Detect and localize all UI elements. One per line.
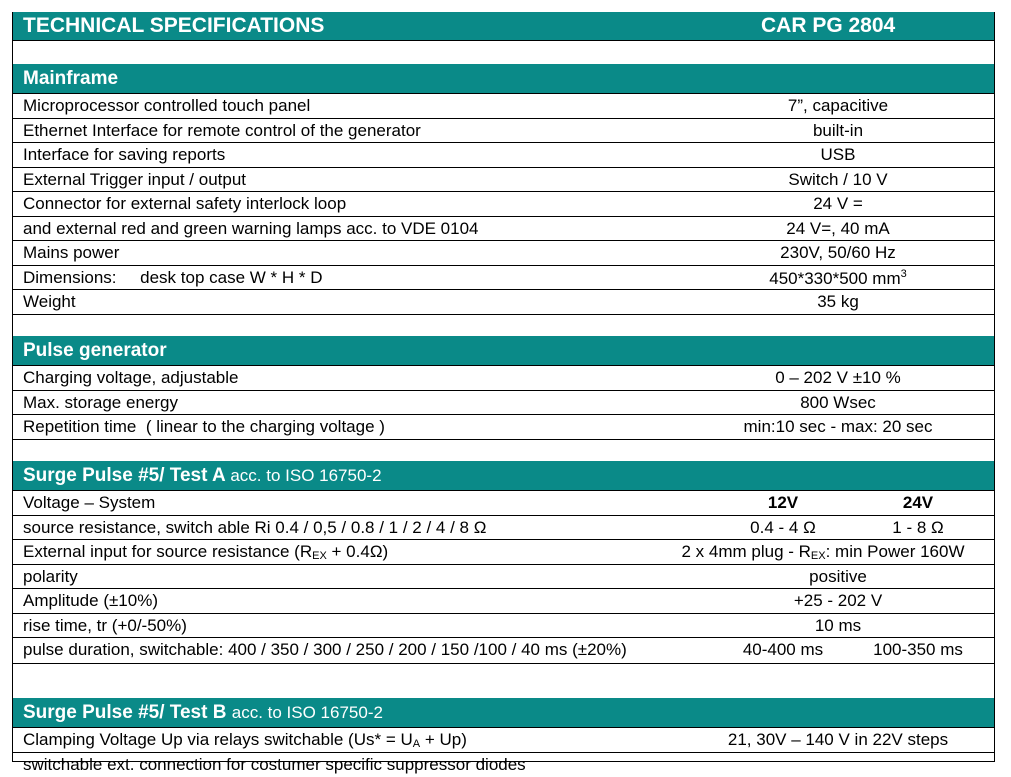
- section-title: Pulse generator: [23, 339, 167, 361]
- model-name: CAR PG 2804: [761, 14, 896, 37]
- spec-row-source-resistance: [13, 515, 994, 540]
- spec-row-mainframe: [13, 289, 994, 314]
- spec-row-polarity: [13, 564, 994, 589]
- row-label: Interface for saving reports: [23, 145, 226, 164]
- section-test-a: [13, 461, 994, 490]
- row-label: External Trigger input / output: [23, 169, 247, 189]
- spec-row-mainframe: [13, 93, 994, 118]
- row-label: polarity: [23, 566, 78, 586]
- row-label: pulse duration, switchable: 400 / 350 / 300 / 250 / 200 / 150 /100 / 40 ms (±20%): [23, 640, 627, 659]
- spec-row-pulse-generator: [13, 390, 994, 415]
- row-label: Max. storage energy: [23, 392, 178, 412]
- spacer: [13, 663, 994, 698]
- row-value: USB: [820, 145, 856, 164]
- row-label: Mains power: [23, 243, 120, 262]
- row-value: 450*330*500 $mm^3$: [769, 267, 907, 288]
- row-value: min:10 sec - max: 20 sec: [743, 417, 933, 436]
- row-label: source resistance, switch able Ri 0.4 / 0,5 / 0.8 / 1 / 2 / 4 / 8 Ω: [23, 517, 487, 537]
- spacer: [13, 314, 994, 336]
- row-value: +25 - 202 V: [793, 591, 883, 610]
- section-test-b: [13, 698, 994, 727]
- spec-row-mainframe: [13, 240, 994, 265]
- row-label: Connector for external safety interlock loop: [23, 194, 347, 213]
- spec-row-pulse-generator: [13, 365, 994, 390]
- row-value: 0 – 202 V ±10 %: [775, 368, 901, 387]
- row-label: and external red and green warning lamps acc. to VDE 0104: [23, 218, 479, 238]
- row-label: Dimensions: desk top case W * H * D: [23, 267, 323, 287]
- section-mainframe: [13, 64, 994, 93]
- spec-row-mainframe: [13, 265, 994, 290]
- spec-row-mainframe: [13, 167, 994, 192]
- row-label: Ethernet Interface for remote control of the generator: [23, 120, 421, 140]
- value-24v: 1 - 8 Ω: [892, 517, 944, 537]
- row-value: 35 kg: [817, 292, 859, 311]
- value-12v: 0.4 - 4 Ω: [750, 517, 816, 537]
- row-label: Microprocessor controlled touch panel: [23, 96, 311, 115]
- section-pulse-generator: [13, 336, 994, 365]
- row-value: built-in: [812, 120, 864, 140]
- row-label: rise time, tr (+0/-50%): [23, 615, 187, 635]
- header-band: [13, 12, 994, 40]
- row-label: External input for source resistance (REX + 0.4Ω): [23, 542, 389, 562]
- row-label: Clamping Voltage Up via relays switchable (Us* = UA + Up): [23, 730, 467, 750]
- row-value: 230V, 50/60 Hz: [780, 243, 896, 262]
- row-value: 24 V =: [813, 194, 863, 213]
- spec-row-voltage-system: [13, 490, 994, 515]
- value-24v: 100-350 ms: [873, 640, 963, 659]
- section-standard: acc. to ISO 16750-2: [230, 465, 382, 485]
- row-value: 2 x 4mm plug - REX: min Power 160W: [681, 542, 965, 562]
- row-value: 21, 30V – 140 V in 22V steps: [727, 730, 949, 749]
- row-label: Amplitude (±10%): [23, 591, 158, 610]
- spec-row-mainframe: [13, 216, 994, 241]
- section-standard: acc. to ISO 16750-2: [231, 702, 383, 722]
- row-value: 10 ms: [814, 615, 862, 635]
- row-label: Voltage – System: [23, 493, 156, 512]
- spec-sheet: [12, 12, 995, 774]
- spec-row-clamping-voltage: [13, 727, 994, 752]
- row-value: 7”, capacitive: [787, 96, 889, 115]
- row-label: Repetition time ( linear to the charging voltage ): [23, 417, 385, 436]
- spec-row-pulse-generator: [13, 414, 994, 439]
- row-value: Switch / 10 V: [788, 169, 888, 189]
- row-label: switchable ext. connection for costumer specific suppressor diodes: [23, 754, 526, 774]
- spacer: [13, 40, 994, 64]
- header-title: TECHNICAL SPECIFICATIONS: [23, 14, 325, 37]
- row-value: 800 Wsec: [800, 392, 876, 412]
- value-12v: 40-400 ms: [742, 640, 824, 659]
- section-title: Surge Pulse #5/ Test B: [23, 701, 227, 723]
- spec-row-mainframe: [13, 142, 994, 167]
- section-title: Mainframe: [23, 67, 119, 89]
- spec-row-external-input: [13, 539, 994, 564]
- column-24v: 24V: [902, 493, 934, 512]
- spec-row-amplitude: [13, 588, 994, 613]
- column-12v: 12V: [767, 493, 799, 512]
- spec-row-switchable-connection: [13, 752, 994, 777]
- spec-row-pulse-duration: [13, 637, 994, 662]
- row-value: 24 V=, 40 mA: [786, 218, 890, 238]
- section-title: Surge Pulse #5/ Test A: [23, 464, 226, 486]
- row-label: Charging voltage, adjustable: [23, 368, 239, 387]
- row-label: Weight: [23, 292, 76, 311]
- spacer: [13, 439, 994, 461]
- spec-row-rise-time: [13, 613, 994, 638]
- spec-row-mainframe: [13, 191, 994, 216]
- spec-row-mainframe: [13, 118, 994, 143]
- row-value: positive: [809, 566, 867, 586]
